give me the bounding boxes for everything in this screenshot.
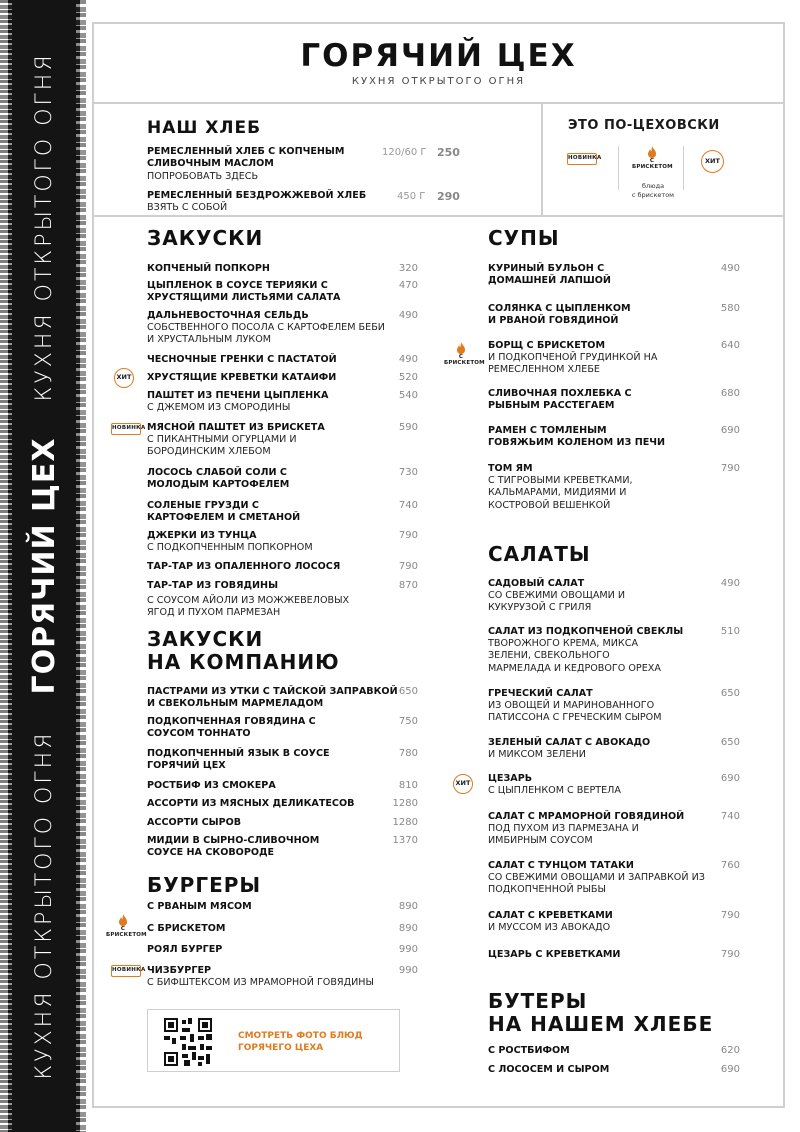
menu-item-desc: ИЗ ОВОЩЕЙ И МАРИНОВАННОГО ПАТИССОНА С ГРЕЧЕСКИМ СЫРОМ: [488, 700, 662, 724]
new-badge: НОВИНКА: [111, 965, 141, 977]
menu-item-desc: ПОД ПУХОМ ИЗ ПАРМЕЗАНА И ИМБИРНЫМ СОУСОМ: [488, 823, 639, 847]
brisket-note: [630, 182, 676, 200]
menu-item-price: 540: [398, 390, 418, 401]
menu-item-name: РОСТБИФ ИЗ СМОКЕРА: [147, 780, 276, 791]
menu-item-price: 320: [398, 263, 418, 274]
menu-item-price: 690: [720, 425, 740, 436]
side-tagline-left: КУХНЯ ОТКРЫТОГО ОГНЯ: [31, 730, 57, 1080]
new-badge: НОВИНКА: [111, 423, 141, 435]
menu-item-name: СОЛЯНКА С ЦЫПЛЕНКОМ И РВАНОЙ ГОВЯДИНОЙ: [488, 303, 631, 327]
menu-item-name: БОРЩ С БРИСКЕТОМ: [488, 340, 605, 351]
bread-item-weight: 450 Г: [397, 191, 426, 202]
menu-item-price: 890: [398, 923, 418, 934]
menu-item-name: С РОСТБИФОМ: [488, 1045, 570, 1056]
menu-item-name: С ЛОСОСЕМ И СЫРОМ: [488, 1064, 610, 1075]
menu-item-price: 790: [720, 463, 740, 474]
menu-item-desc: СОБСТВЕННОГО ПОСОЛА С КАРТОФЕЛЕМ БЕБИ И ХРУСТАЛЬНЫМ ЛУКОМ: [147, 322, 385, 346]
menu-item-price: 790: [398, 530, 418, 541]
company-title-line: ЗАКУСКИ: [147, 627, 264, 651]
menu-item-price: 640: [720, 340, 740, 351]
sandwiches-title-line: НА НАШЕМ ХЛЕБЕ: [488, 1012, 714, 1036]
sandwiches-title: [488, 990, 713, 1036]
menu-header: [94, 24, 783, 104]
brisket-note-line: блюда: [641, 182, 665, 190]
menu-item-price: 680: [720, 388, 740, 399]
qr-block[interactable]: [147, 1009, 400, 1072]
menu-item-price: 790: [720, 949, 740, 960]
menu-item-price: 750: [398, 716, 418, 727]
menu-item-name: СЛИВОЧНАЯ ПОХЛЕБКА С РЫБНЫМ РАССТЕГАЕМ: [488, 388, 632, 412]
menu-item-name: САДОВЫЙ САЛАТ: [488, 578, 585, 589]
menu-item-price: 780: [398, 748, 418, 759]
menu-item-name: САЛАТ С МРАМОРНОЙ ГОВЯДИНОЙ: [488, 811, 685, 822]
new-badge: НОВИНКА: [567, 153, 597, 165]
menu-item-name: ПОДКОПЧЕННЫЙ ЯЗЫК В СОУСЕ ГОРЯЧИЙ ЦЕХ: [147, 748, 330, 772]
menu-item-desc: С ПИКАНТНЫМИ ОГУРЦАМИ И БОРОДИНСКИМ ХЛЕБОМ: [147, 434, 297, 458]
menu-item-price: 1370: [392, 835, 418, 846]
page-subtitle: КУХНЯ ОТКРЫТОГО ОГНЯ: [351, 76, 526, 87]
legend-divider: [618, 146, 619, 190]
bread-item-name: РЕМЕСЛЕННЫЙ БЕЗДРОЖЖЕВОЙ ХЛЕБ: [147, 190, 367, 201]
bread-item-desc: ПОПРОБОВАТЬ ЗДЕСЬ: [147, 171, 259, 182]
brisket-badge-label: С БРИСКЕТОМ: [444, 354, 485, 366]
bread-title: НАШ ХЛЕБ: [147, 118, 262, 138]
menu-item-price: 470: [398, 280, 418, 291]
menu-item-name: АССОРТИ ИЗ МЯСНЫХ ДЕЛИКАТЕСОВ: [147, 798, 355, 809]
menu-item-price: 620: [720, 1045, 740, 1056]
menu-item-desc: С ТИГРОВЫМИ КРЕВЕТКАМИ, КАЛЬМАРАМИ, МИДИЯМИ И КОСТРОВОЙ ВЕШЕНКОЙ: [488, 475, 633, 511]
company-title-line: НА КОМПАНИЮ: [147, 650, 340, 674]
menu-item-name: МИДИИ В СЫРНО-СЛИВОЧНОМ СОУСЕ НА СКОВОРОДЕ: [147, 835, 320, 859]
company-title: [147, 628, 340, 674]
menu-item-desc: И МИКСОМ ЗЕЛЕНИ: [488, 749, 586, 760]
menu-item-name: САЛАТ С ТУНЦОМ ТАТАКИ: [488, 860, 634, 871]
menu-item-desc: С СОУСОМ АЙОЛИ ИЗ МОЖЖЕВЕЛОВЫХ ЯГОД И ПУХОМ ПАРМЕЗАН: [147, 595, 350, 619]
menu-item-name: СОЛЕНЫЕ ГРУЗДИ С КАРТОФЕЛЕМ И СМЕТАНОЙ: [147, 500, 301, 524]
menu-item-price: 490: [398, 310, 418, 321]
salads-title: САЛАТЫ: [488, 542, 591, 566]
bread-item-price: 290: [437, 190, 460, 203]
menu-item-price: 650: [720, 737, 740, 748]
bread-item-weight: 120/60 Г: [382, 147, 427, 158]
menu-item-price: 490: [720, 578, 740, 589]
menu-item-price: 1280: [392, 817, 418, 828]
menu-item-name: ЦЕЗАРЬ: [488, 773, 533, 784]
menu-item-name: ТАР-ТАР ИЗ ГОВЯДИНЫ: [147, 580, 279, 591]
menu-item-price: 490: [720, 263, 740, 274]
menu-item-desc: С ЦЫПЛЕНКОМ С ВЕРТЕЛА: [488, 785, 621, 796]
page-title: ГОРЯЧИЙ ЦЕХ: [300, 38, 577, 74]
menu-item-name: ТАР-ТАР ИЗ ОПАЛЕННОГО ЛОСОСЯ: [147, 561, 341, 572]
menu-item-name: ЗЕЛЕНЫЙ САЛАТ С АВОКАДО: [488, 737, 651, 748]
hit-badge: ХИТ: [453, 774, 473, 794]
menu-item-name: РАМЕН С ТОМЛЕНЫМ ГОВЯЖЬИМ КОЛЕНОМ ИЗ ПЕЧИ: [488, 425, 666, 449]
menu-item-desc: С ДЖЕМОМ ИЗ СМОРОДИНЫ: [147, 402, 291, 413]
flame-icon: [647, 146, 657, 158]
menu-item-name: АССОРТИ СЫРОВ: [147, 817, 242, 828]
menu-item-price: 760: [720, 860, 740, 871]
menu-item-desc: И МУССОМ ИЗ АВОКАДО: [488, 922, 611, 933]
menu-item-price: 740: [720, 811, 740, 822]
menu-item-desc: С БИФШТЕКСОМ ИЗ МРАМОРНОЙ ГОВЯДИНЫ: [147, 977, 374, 988]
menu-item-price: 690: [720, 1064, 740, 1075]
burgers-title: БУРГЕРЫ: [147, 873, 262, 897]
menu-item-price: 990: [398, 944, 418, 955]
bread-section: [94, 104, 543, 217]
brisket-badge-label: С БРИСКЕТОМ: [632, 158, 673, 170]
side-brand: ГОРЯЧИЙ ЦЕХ: [26, 437, 62, 695]
menu-item-name: ЦЕЗАРЬ С КРЕВЕТКАМИ: [488, 949, 621, 960]
menu-item-price: 1280: [392, 798, 418, 809]
flame-icon: [118, 914, 128, 926]
menu-item-name: ЧИЗБУРГЕР: [147, 965, 212, 976]
menu-item-price: 730: [398, 467, 418, 478]
menu-item-name: ЧЕСНОЧНЫЕ ГРЕНКИ С ПАСТАТОЙ: [147, 354, 337, 365]
menu-item-name: ПОДКОПЧЕННАЯ ГОВЯДИНА С СОУСОМ ТОННАТО: [147, 716, 316, 740]
menu-item-name: МЯСНОЙ ПАШТЕТ ИЗ БРИСКЕТА: [147, 422, 325, 433]
menu-item-desc: С ПОДКОПЧЕННЫМ ПОПКОРНОМ: [147, 542, 313, 553]
brisket-badge-label: С БРИСКЕТОМ: [106, 926, 147, 938]
menu-item-name: ДАЛЬНЕВОСТОЧНАЯ СЕЛЬДЬ: [147, 310, 309, 321]
menu-item-name: ПАШТЕТ ИЗ ПЕЧЕНИ ЦЫПЛЕНКА: [147, 390, 329, 401]
menu-item-name: ТОМ ЯМ: [488, 463, 533, 474]
brisket-badge: [632, 146, 672, 170]
menu-item-desc: ТВОРОЖНОГО КРЕМА, МИКСА ЗЕЛЕНИ, СВЕКОЛЬНОГО МАРМЕЛАДА И КЕДРОВОГО ОРЕХА: [488, 638, 661, 674]
legend-divider: [683, 146, 684, 190]
menu-item-price: 790: [398, 561, 418, 572]
hit-badge: ХИТ: [114, 368, 134, 388]
menu-item-name: ЛОСОСЬ СЛАБОЙ СОЛИ С МОЛОДЫМ КАРТОФЕЛЕМ: [147, 467, 290, 491]
hit-badge: ХИТ: [701, 150, 724, 173]
menu-item-name: ПАСТРАМИ ИЗ УТКИ С ТАЙСКОЙ ЗАПРАВКОЙ И СВЕКОЛЬНЫМ МАРМЕЛАДОМ: [147, 686, 398, 710]
snacks-title: ЗАКУСКИ: [147, 226, 264, 250]
side-stripe-text: [8, 0, 80, 1132]
menu-item-name: С РВАНЫМ МЯСОМ: [147, 901, 252, 912]
menu-item-price: 580: [720, 303, 740, 314]
menu-item-price: 870: [398, 580, 418, 591]
menu-item-name: ГРЕЧЕСКИЙ САЛАТ: [488, 688, 593, 699]
brisket-badge: [444, 342, 485, 366]
menu-item-name: ХРУСТЯЩИЕ КРЕВЕТКИ КАТАИФИ: [147, 372, 337, 383]
menu-item-name: КОПЧЕНЫЙ ПОПКОРН: [147, 263, 270, 274]
menu-item-price: 740: [398, 500, 418, 511]
menu-item-price: 690: [720, 773, 740, 784]
menu-item-name: КУРИНЫЙ БУЛЬОН С ДОМАШНЕЙ ЛАПШОЙ: [488, 263, 611, 287]
menu-item-price: 650: [720, 688, 740, 699]
menu-item-price: 650: [398, 686, 418, 697]
menu-item-name: РОЯЛ БУРГЕР: [147, 944, 223, 955]
bread-item-name: РЕМЕСЛЕННЫЙ ХЛЕБ С КОПЧЕНЫМ СЛИВОЧНЫМ МАСЛОМ: [147, 146, 345, 170]
bread-item-price: 250: [437, 146, 460, 159]
side-tagline-right: КУХНЯ ОТКРЫТОГО ОГНЯ: [31, 52, 57, 402]
menu-item-price: 890: [398, 901, 418, 912]
menu-item-name: САЛАТ ИЗ ПОДКОПЧЕНОЙ СВЕКЛЫ: [488, 626, 684, 637]
menu-item-price: 810: [398, 780, 418, 791]
brisket-badge: [106, 914, 147, 938]
brisket-note-line: с брискетом: [631, 191, 675, 200]
menu-item-desc: И ПОДКОПЧЕНОЙ ГРУДИНКОЙ НА РЕМЕСЛЕННОМ ХЛЕБЕ: [488, 352, 658, 376]
menu-item-price: 990: [398, 965, 418, 976]
qr-link-label[interactable]: СМОТРЕТЬ ФОТО БЛЮД ГОРЯЧЕГО ЦЕХА: [238, 1031, 363, 1054]
bread-item-desc: ВЗЯТЬ С СОБОЙ: [147, 202, 228, 213]
qr-code-icon: [164, 1018, 212, 1066]
sandwiches-title-line: БУТЕРЫ: [488, 989, 588, 1013]
legend-section: [543, 104, 783, 217]
menu-item-name: ЦЫПЛЕНОК В СОУСЕ ТЕРИЯКИ С ХРУСТЯЩИМИ ЛИСТЬЯМИ САЛАТА: [147, 280, 341, 304]
menu-item-price: 590: [398, 422, 418, 433]
flame-icon: [456, 342, 466, 354]
menu-item-price: 520: [398, 372, 418, 383]
menu-item-name: САЛАТ С КРЕВЕТКАМИ: [488, 910, 613, 921]
menu-frame: [92, 22, 785, 1108]
menu-item-desc: СО СВЕЖИМИ ОВОЩАМИ И ЗАПРАВКОЙ ИЗ ПОДКОПЧЕННОЙ РЫБЫ: [488, 872, 705, 896]
menu-item-price: 790: [720, 910, 740, 921]
menu-item-price: 510: [720, 626, 740, 637]
soups-title: СУПЫ: [488, 226, 560, 250]
menu-item-desc: СО СВЕЖИМИ ОВОЩАМИ И КУКУРУЗОЙ С ГРИЛЯ: [488, 590, 626, 614]
menu-item-name: ДЖЕРКИ ИЗ ТУНЦА: [147, 530, 257, 541]
menu-item-price: 490: [398, 354, 418, 365]
legend-title: ЭТО ПО-ЦЕХОВСКИ: [568, 118, 720, 133]
menu-item-name: С БРИСКЕТОМ: [147, 923, 226, 934]
